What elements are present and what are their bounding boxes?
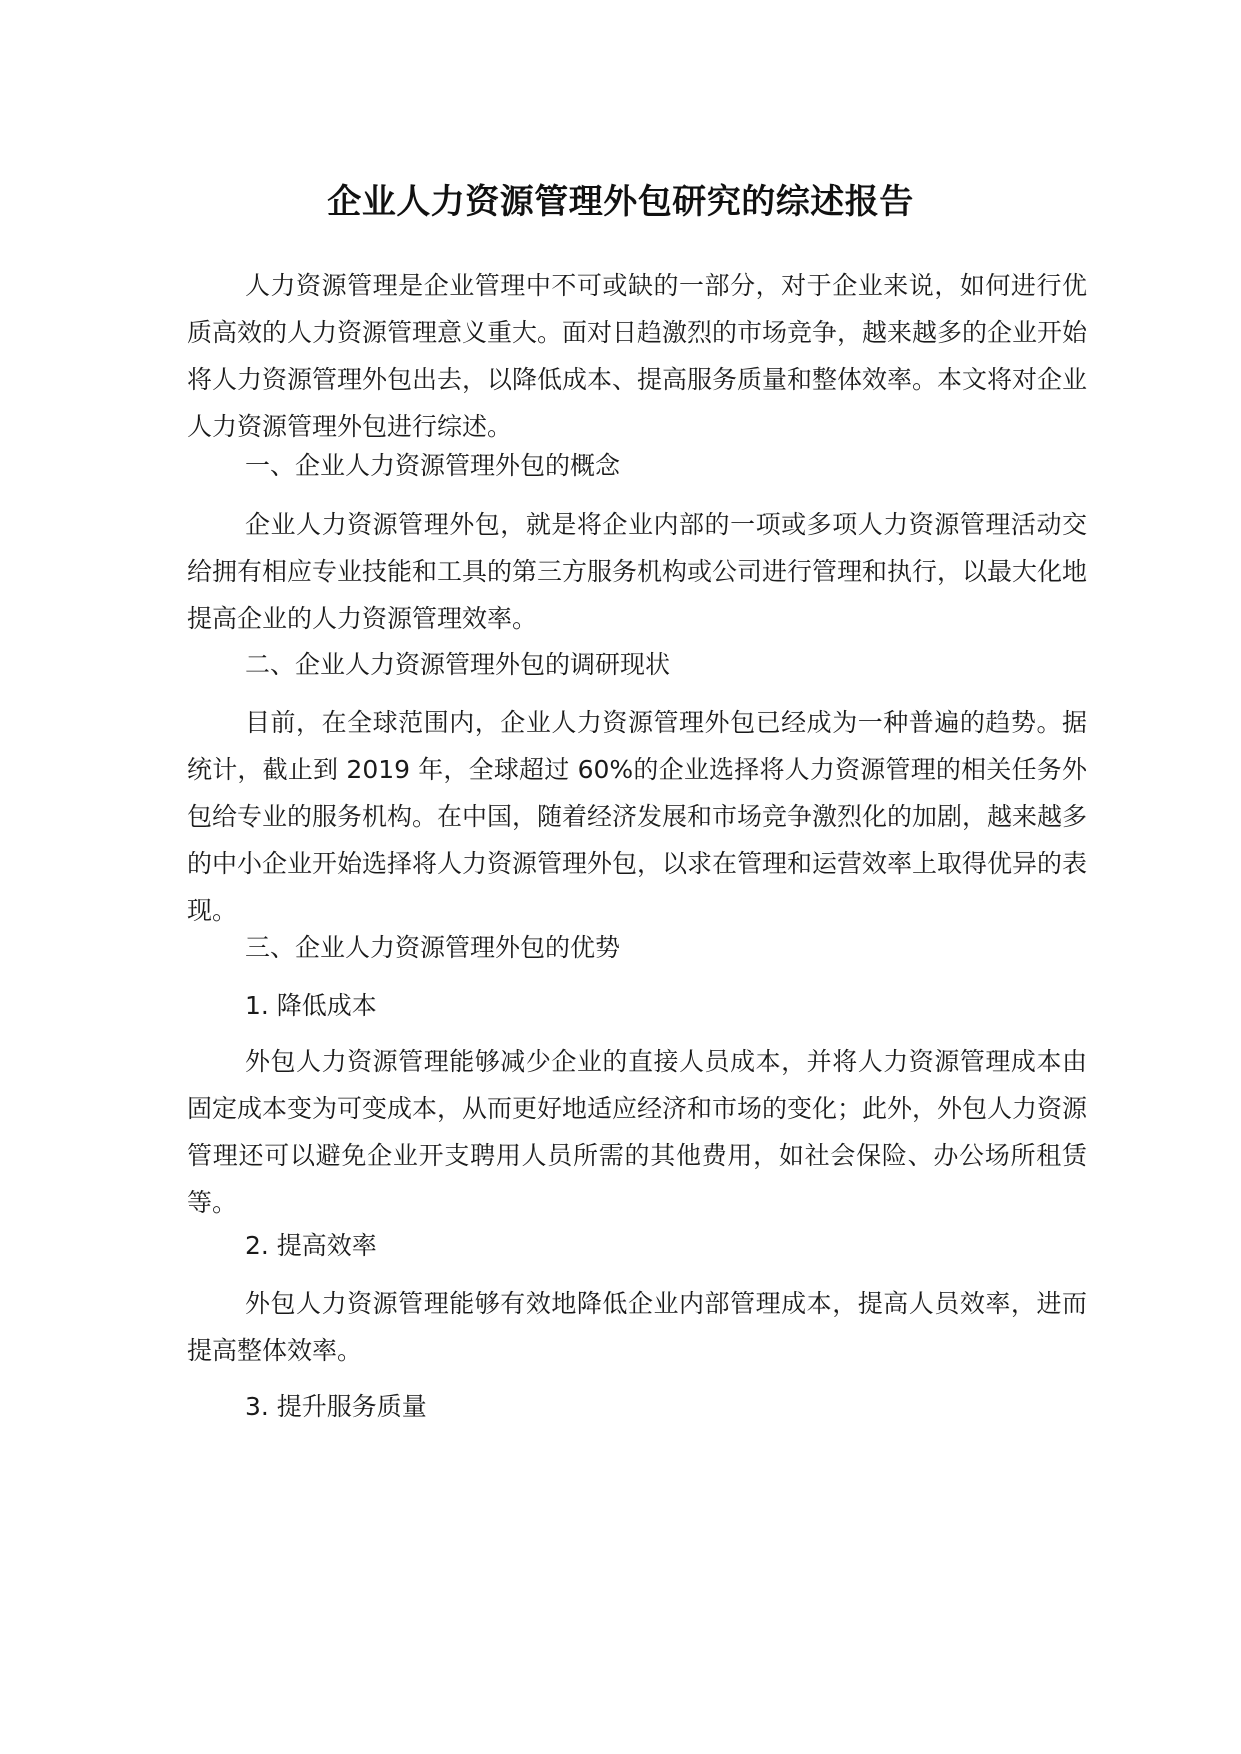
subheading-improve-service-quality: 3. 提升服务质量 (245, 1392, 427, 1421)
subheading-reduce-cost: 1. 降低成本 (245, 991, 377, 1020)
improve-efficiency-paragraph: 外包人力资源管理能够有效地降低企业内部管理成本，提高人员效率，进而提高整体效率。 (187, 1289, 1087, 1365)
document-title: 企业人力资源管理外包研究的综述报告 (327, 182, 914, 222)
section-heading-concept: 一、企业人力资源管理外包的概念 (245, 451, 621, 480)
section-heading-advantages: 三、企业人力资源管理外包的优势 (245, 933, 621, 962)
concept-paragraph: 企业人力资源管理外包，就是将企业内部的一项或多项人力资源管理活动交给拥有相应专业技能和工具的第三方服务机构或公司进行管理和执行，以最大化地提高企业的人力资源管理效率。 (187, 510, 1088, 633)
subheading-improve-efficiency: 2. 提高效率 (245, 1231, 377, 1260)
reduce-cost-paragraph: 外包人力资源管理能够减少企业的直接人员成本，并将人力资源管理成本由固定成本变为可变成本，从而更好地适应经济和市场的变化；此外，外包人力资源管理还可以避免企业开支聘用人员所需的其他费用，如社会保险、办公场所租赁等。 (187, 1047, 1088, 1217)
section-heading-status: 二、企业人力资源管理外包的调研现状 (245, 650, 671, 679)
status-paragraph: 目前，在全球范围内，企业人力资源管理外包已经成为一种普遍的趋势。据统计，截止到 2019 年，全球超过 60%的企业选择将人力资源管理的相关任务外包给专业的服务机构。在中国，随着经济发展和市场竞争激烈化的加剧，越来越多的中小企业开始选择将人力资源管理外包，以求在管理和运营效率上取得优异的表现。 (187, 708, 1088, 925)
intro-paragraph: 人力资源管理是企业管理中不可或缺的一部分，对于企业来说，如何进行优质高效的人力资源管理意义重大。面对日趋激烈的市场竞争，越来越多的企业开始将人力资源管理外包出去，以降低成本、提高服务质量和整体效率。本文将对企业人力资源管理外包进行综述。 (187, 271, 1088, 441)
